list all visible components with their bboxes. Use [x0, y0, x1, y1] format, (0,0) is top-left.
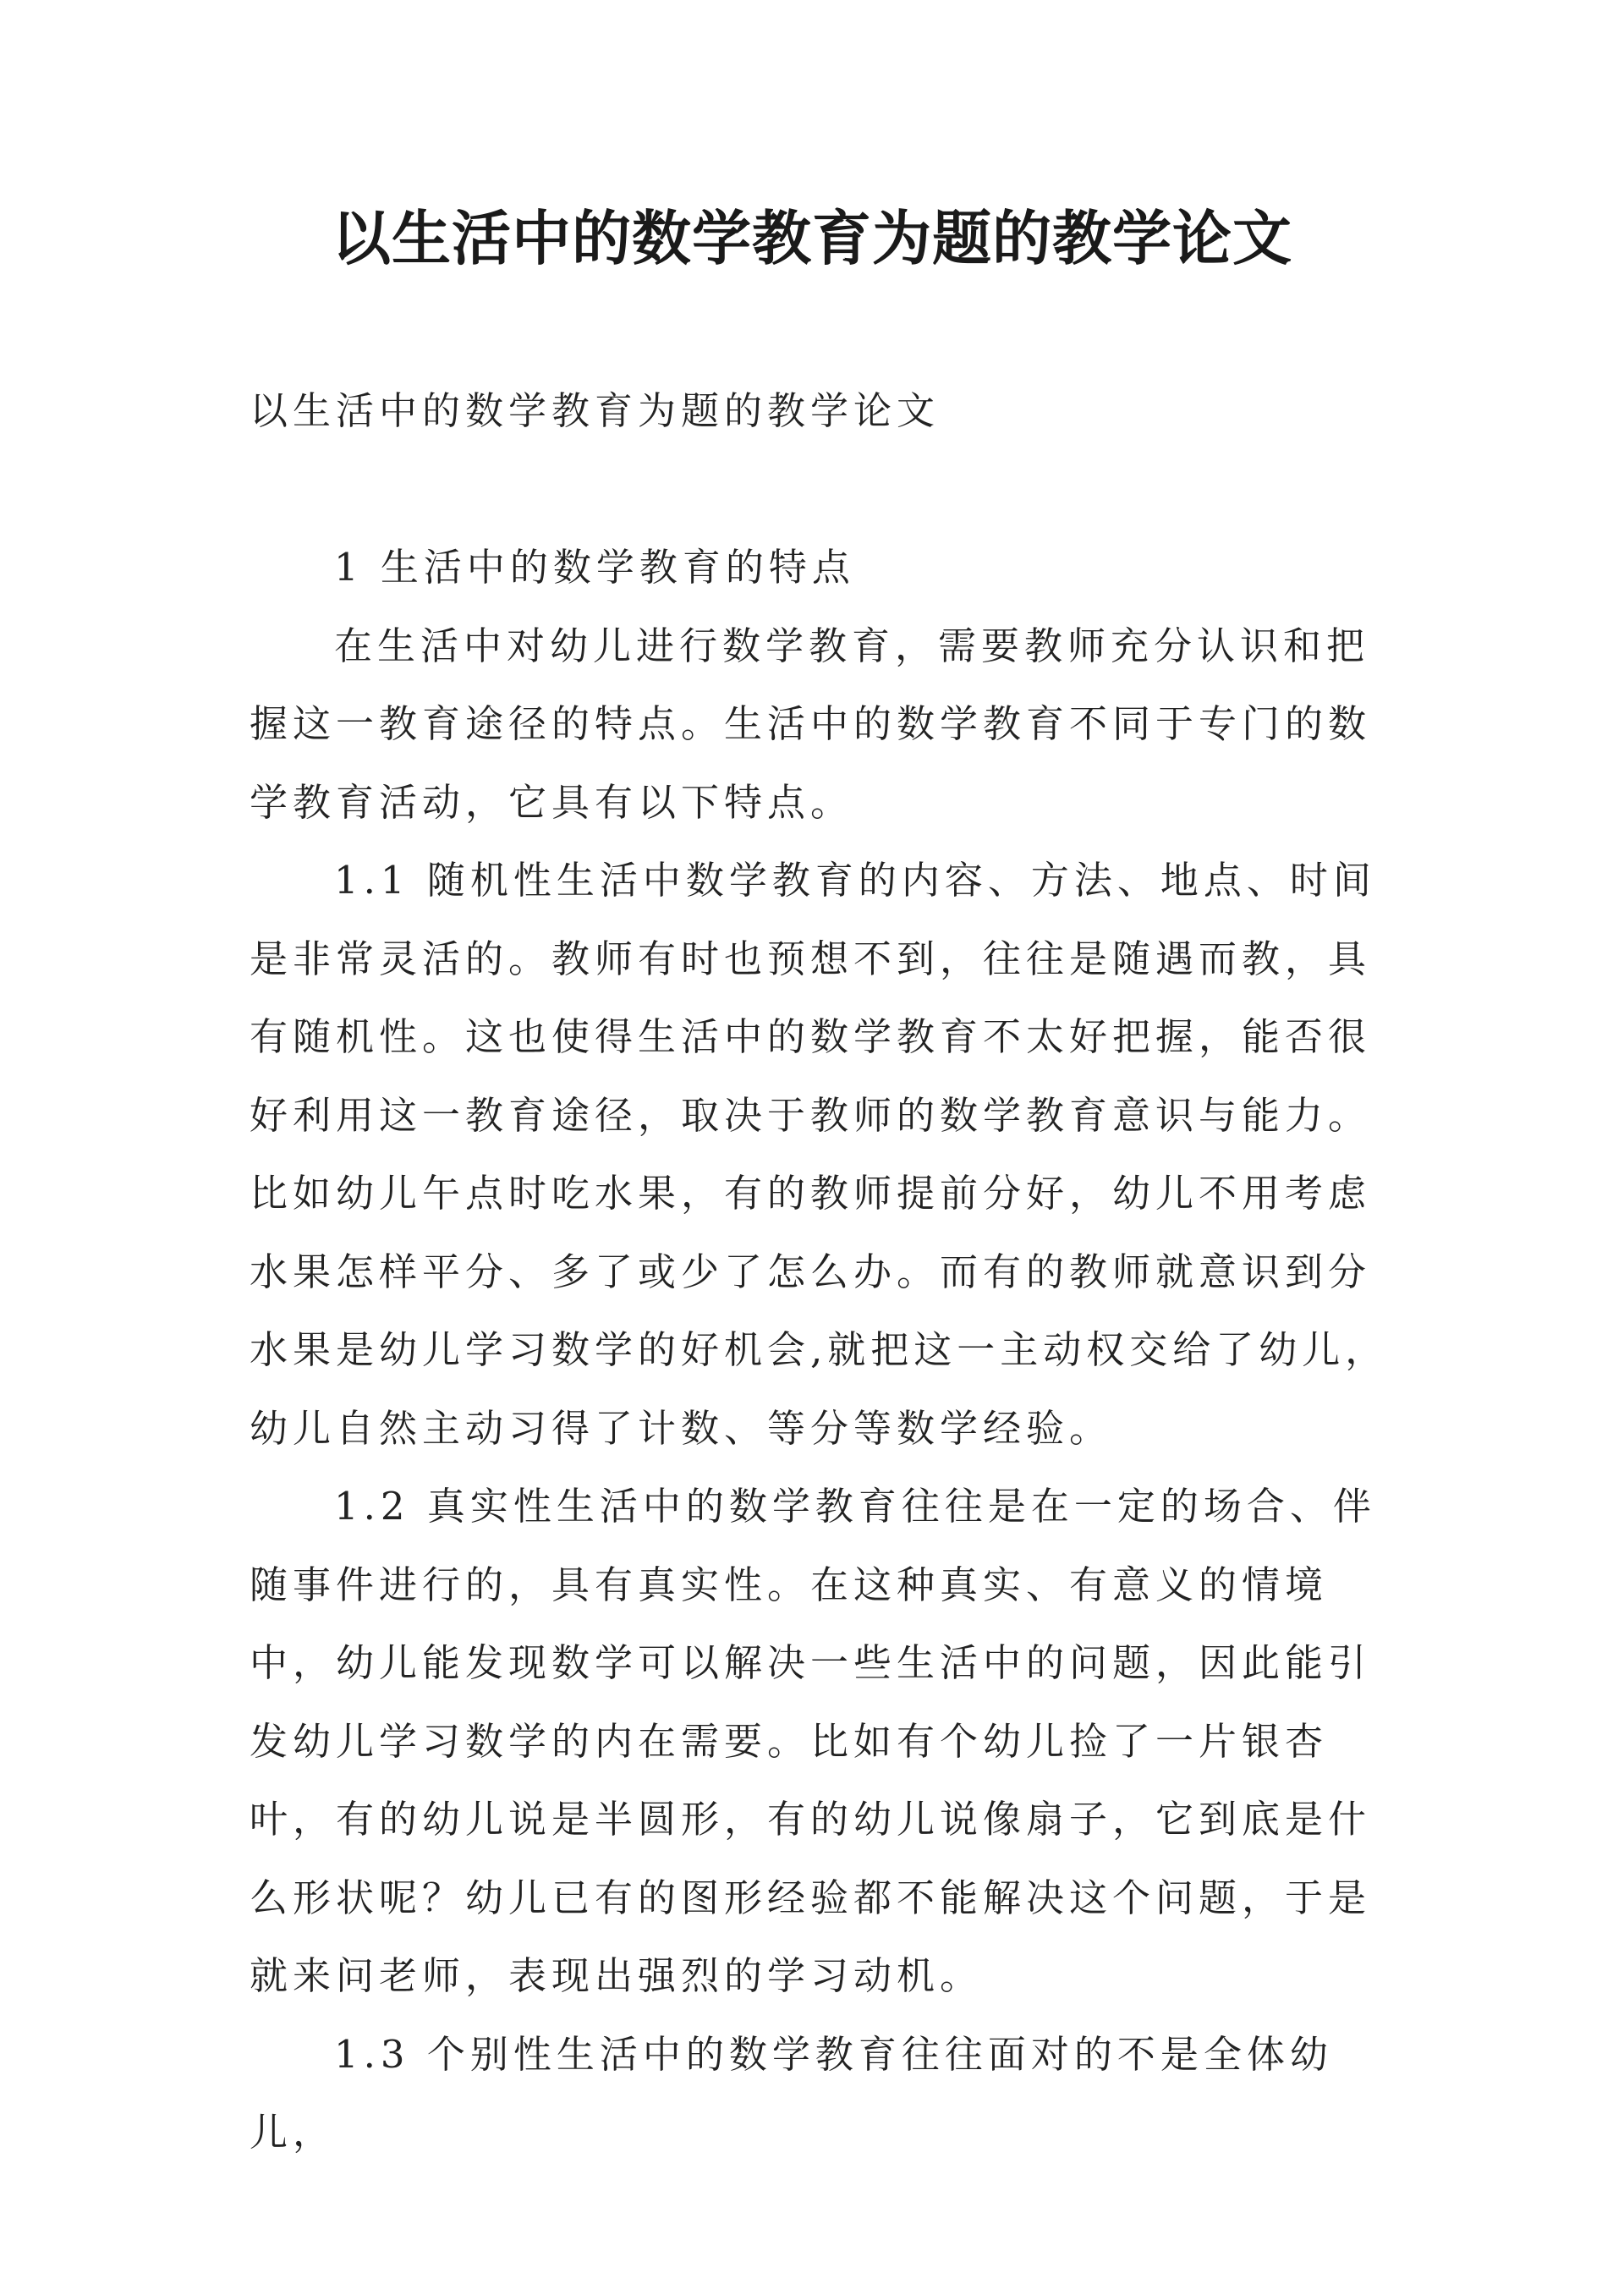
paragraph: 在生活中对幼儿进行数学教育，需要教师充分认识和把握这一教育途径的特点。生活中的数学教育不同于专门的数学教育活动，它具有以下特点。: [250, 623, 1372, 825]
paragraph: 1.3 个别性生活中的数学教育往往面对的不是全体幼儿，: [250, 2031, 1333, 2155]
document-body: [250, 372, 1400, 2172]
section-heading: 1 生活中的数学教育的特点: [334, 545, 855, 590]
document-subtitle: 以生活中的数学教育为题的教学论文: [250, 388, 941, 433]
blank-line: [250, 451, 1400, 530]
paragraph: 1.1 随机性生活中数学教育的内容、方法、地点、时间是非常灵活的。教师有时也预想不到，往往是随遇而教，具有随机性。这也使得生活中的数学教育不太好把握，能否很好利用这一教育途径，取决于教师的数学教育意识与能力。比如幼儿午点时吃水果，有的教师提前分好，幼儿不用考虑水果怎样平分、多了或少了怎么办。而有的教师就意识到分水果是幼儿学习数学的好机会,就把这一主动权交给了幼儿，幼儿自然主动习得了计数、等分等数学经验。: [250, 858, 1389, 1451]
paragraph: 1.2 真实性生活中的数学教育往往是在一定的场合、伴随事件进行的，具有真实性。在这种真实、有意义的情境中，幼儿能发现数学可以解决一些生活中的问题，因此能引发幼儿学习数学的内在需要。比如有个幼儿捡了一片银杏叶，有的幼儿说是半圆形，有的幼儿说像扇子，它到底是什么形状呢？幼儿已有的图形经验都不能解决这个问题，于是就来问老师，表现出强烈的学习动机。: [250, 1484, 1376, 1998]
document-title: 以生活中的数学教育为题的教学论文: [332, 204, 1292, 273]
